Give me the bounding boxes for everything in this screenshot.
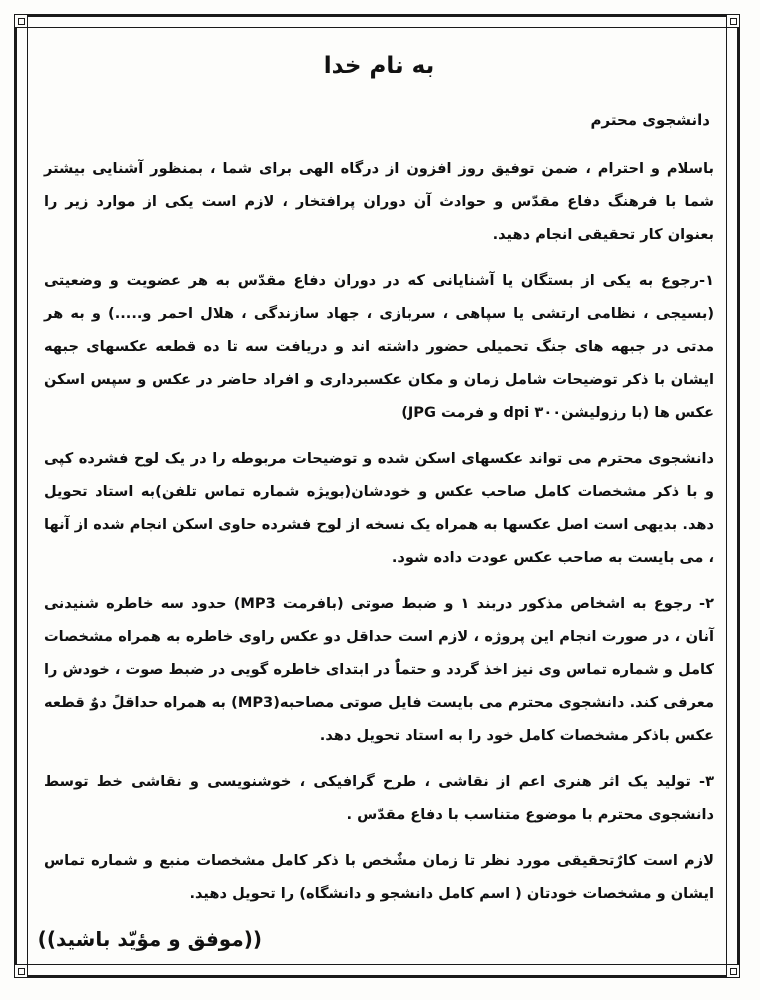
salutation: دانشجوی محترم <box>590 111 710 129</box>
item-3-paragraph: ۳- تولید یک اثر هنری اعم از نقاشی ، طرح گرافیکی ، خوشنویسی و نقاشی خط توسط دانشجوی محترم با موضوع متناسب با دفاع مقدّس . <box>44 773 714 823</box>
item-1-note-paragraph: دانشجوی محترم می تواند عکسهای اسکن شده و توضیحات مربوطه را در یک لوح فشرده کپی و با ذکر مشخصات کامل صاحب عکس و خودشان(بویژه شماره تماس تلفن)به استاد تحویل دهد. بدیهی است اصل عکسها به همراه یک نسخه از لوح فشرده حاوی اسکن انجام شده از آنها ، می بایست به صاحب عکس عودت داده شود. <box>44 450 714 566</box>
corner-ornament-bottom-left <box>14 964 28 978</box>
item-1-paragraph: ۱-رجوع به یکی از بستگان یا آشنایانی که در دوران دفاع مقدّس به هر عضویت و وضعیتی (بسیجی ، نظامی ارتشی یا سپاهی ، سربازی ، جهاد سازندگی ، هلال احمر و.....) و به هر مدتی در جبهه های جنگ تحمیلی حضور داشته اند و دریافت سه تا ده قطعه عکسهای جبهه ایشان با ذکر توضیحات شامل زمان و مکان عکسبرداری و افراد حاضر در عکس و سپس اسکن عکس ها (با رزولیشن۳۰۰ dpi و فرمت JPG) <box>44 272 714 421</box>
corner-ornament-top-right <box>726 14 740 28</box>
document-title: به نام خدا <box>323 53 435 79</box>
intro-paragraph: باسلام و احترام ، ضمن توفیق روز افزون از درگاه الهی برای شما ، بمنظور آشنایی بیشتر شما با فرهنگ دفاع مقدّس و حوادث آن دوران پرافتخار ، لازم است یکی از موارد زیر را بعنوان کار تحقیقی انجام دهید. <box>44 160 714 243</box>
document-body <box>37 40 718 960</box>
corner-ornament-bottom-right <box>726 964 740 978</box>
item-2-paragraph: ۲- رجوع به اشخاص مذکور دربند ۱ و ضبط صوتی (بافرمت MP3) حدود سه خاطره شنیدنی آنان ، در صورت انجام این پروژه ، لازم است حداقل دو عکس راوی خاطره به همراه مشخصات کامل و شماره تماس وی نیز اخذ گردد و حتماًٌ در ابتدای خاطره گویی در ضبط صوت ، خودش را معرفی کند. دانشجوی محترم می بایست فایل صوتی مصاحبه(MP3) به همراه حداقلً دوٌ قطعه عکس باذکر مشخصات کامل خود را به استاد تحویل دهد. <box>44 595 714 744</box>
closing-wish: ((موفق و مؤیّد باشید)) <box>37 927 262 951</box>
corner-ornament-top-left <box>14 14 28 28</box>
requirement-paragraph: لازم است کارٌتحقیقی مورد نظر تا زمان مشٌخص با ذکر کامل مشخصات منبع و شماره تماس ایشان و مشخصات خودتان ( اسم کامل دانشجو و دانشگاه) را تحویل دهید. <box>44 852 714 902</box>
